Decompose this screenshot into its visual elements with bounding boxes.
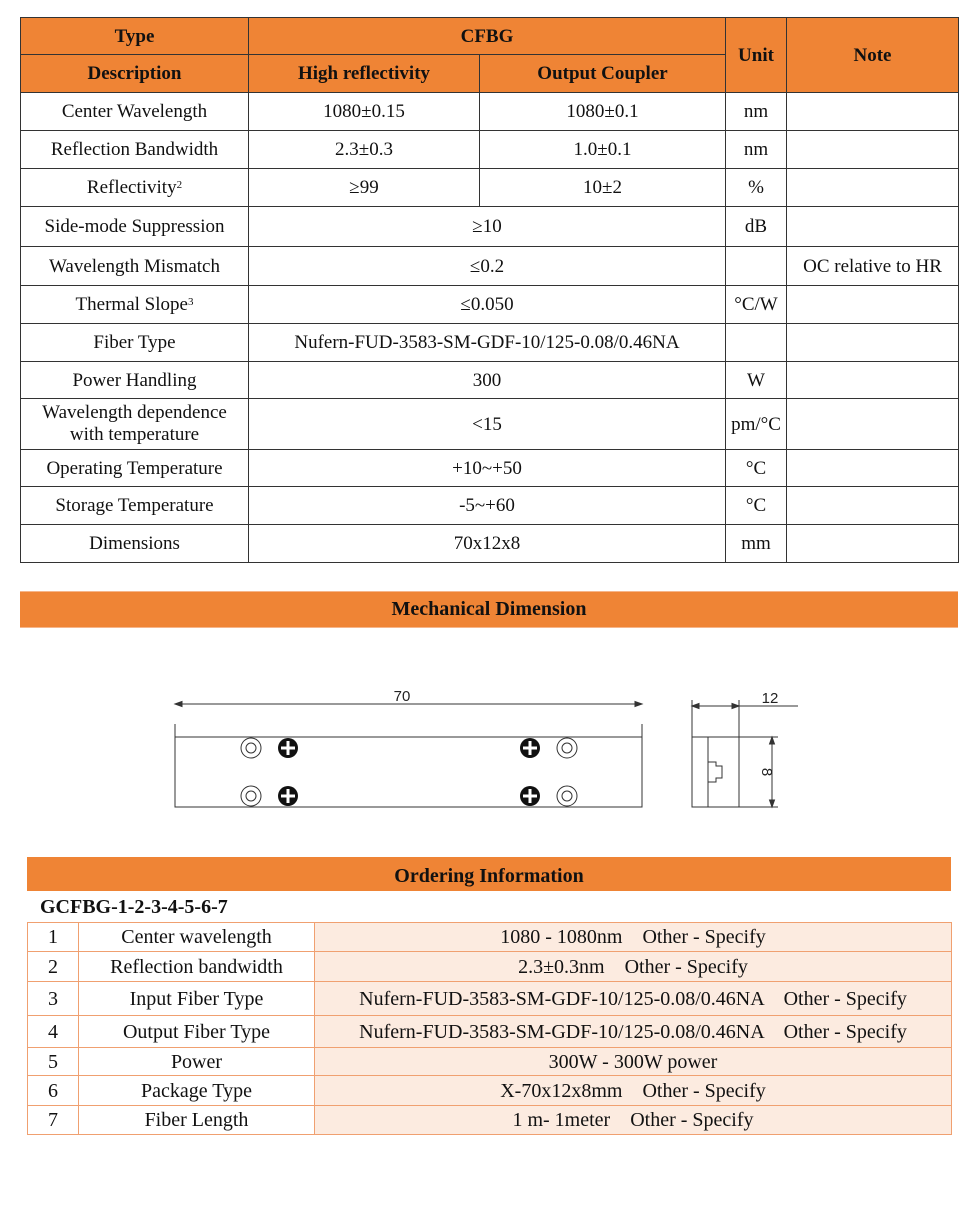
unit-cell: nm (726, 131, 787, 169)
param-cell: Side-mode Suppression (21, 207, 249, 247)
mounting-hole-icon (241, 738, 261, 758)
table-row (28, 1048, 952, 1076)
model-code: GCFBG-1-2-3-4-5-6-7 (40, 896, 228, 918)
table-row (28, 1076, 952, 1106)
param-label: Reflectivity (86, 177, 177, 198)
hr-cell: ≥99 (249, 169, 480, 207)
screw-icon (278, 786, 298, 806)
table-row (21, 450, 959, 487)
value-cell: -5~+60 (249, 487, 726, 525)
value-cell: Nufern-FUD-3583-SM-GDF-10/125-0.08/0.46NA (249, 324, 726, 362)
footnote-marker: 2 (176, 179, 183, 191)
value-cell: <15 (249, 399, 726, 450)
option-number: 2 (28, 952, 79, 982)
unit-cell: mm (726, 525, 787, 563)
table-row (28, 1106, 952, 1135)
option-value: X-70x12x8mm Other - Specify (315, 1076, 952, 1106)
unit-cell (726, 324, 787, 362)
side-connector (708, 762, 722, 782)
note-cell (787, 487, 959, 525)
table-row (21, 399, 959, 450)
oc-cell: 1080±0.1 (480, 93, 726, 131)
value-cell: 70x12x8 (249, 525, 726, 563)
mounting-hole-icon (241, 786, 261, 806)
unit-header: Unit (726, 18, 787, 93)
height-label: 8 (758, 767, 775, 777)
option-number: 7 (28, 1106, 79, 1135)
param-label: Thermal Slope (75, 294, 188, 315)
unit-cell: °C (726, 450, 787, 487)
oc-cell: 1.0±0.1 (480, 131, 726, 169)
param-cell (21, 286, 249, 324)
option-field: Package Type (79, 1076, 315, 1106)
length-label: 70 (393, 688, 411, 705)
table-row (21, 207, 959, 247)
spec-table (20, 17, 959, 563)
oc-header: Output Coupler (480, 55, 726, 93)
option-number: 5 (28, 1048, 79, 1076)
param-cell: Center Wavelength (21, 93, 249, 131)
param-cell: Wavelength Mismatch (21, 247, 249, 286)
table-row (21, 247, 959, 286)
option-value: 2.3±0.3nm Other - Specify (315, 952, 952, 982)
param-cell: Reflection Bandwidth (21, 131, 249, 169)
param-cell: Operating Temperature (21, 450, 249, 487)
param-label-line1: Wavelength dependence (42, 402, 227, 423)
product-header: CFBG (249, 18, 726, 55)
option-field: Center wavelength (79, 923, 315, 952)
param-cell: Dimensions (21, 525, 249, 563)
note-cell (787, 450, 959, 487)
hr-cell: 2.3±0.3 (249, 131, 480, 169)
table-row (21, 362, 959, 399)
screw-icon (278, 738, 298, 758)
table-row (21, 169, 959, 207)
option-number: 1 (28, 923, 79, 952)
note-header: Note (787, 18, 959, 93)
mechanical-drawing (0, 680, 976, 820)
param-cell: Power Handling (21, 362, 249, 399)
option-value: 1 m- 1meter Other - Specify (315, 1106, 952, 1135)
footnote-marker: 3 (187, 296, 194, 308)
value-cell: ≤0.2 (249, 247, 726, 286)
option-field: Reflection bandwidth (79, 952, 315, 982)
param-cell: Fiber Type (21, 324, 249, 362)
option-field: Fiber Length (79, 1106, 315, 1135)
note-cell (787, 169, 959, 207)
value-cell: ≤0.050 (249, 286, 726, 324)
header-row (21, 18, 959, 55)
note-cell (787, 525, 959, 563)
unit-cell: pm/°C (726, 399, 787, 450)
option-number: 4 (28, 1016, 79, 1048)
value-cell: 300 (249, 362, 726, 399)
table-row (28, 982, 952, 1016)
table-row (21, 487, 959, 525)
option-value: Nufern-FUD-3583-SM-GDF-10/125-0.08/0.46NA Other - Specify (315, 1016, 952, 1048)
unit-cell: nm (726, 93, 787, 131)
option-field: Power (79, 1048, 315, 1076)
option-field: Output Fiber Type (79, 1016, 315, 1048)
option-value: 300W - 300W power (315, 1048, 952, 1076)
table-row (21, 93, 959, 131)
table-row (28, 923, 952, 952)
table-row (28, 1016, 952, 1048)
table-row (28, 952, 952, 982)
unit-cell: °C (726, 487, 787, 525)
value-cell: +10~+50 (249, 450, 726, 487)
unit-cell: W (726, 362, 787, 399)
mounting-hole-icon (557, 786, 577, 806)
screw-icon (520, 786, 540, 806)
option-value: 1080 - 1080nm Other - Specify (315, 923, 952, 952)
note-cell (787, 207, 959, 247)
option-field: Input Fiber Type (79, 982, 315, 1016)
note-cell (787, 93, 959, 131)
option-value: Nufern-FUD-3583-SM-GDF-10/125-0.08/0.46NA Other - Specify (315, 982, 952, 1016)
unit-cell: % (726, 169, 787, 207)
ordering-table (27, 922, 952, 1135)
unit-cell: dB (726, 207, 787, 247)
side-outline (692, 737, 739, 807)
unit-cell (726, 247, 787, 286)
option-number: 3 (28, 982, 79, 1016)
screw-icon (520, 738, 540, 758)
note-cell (787, 399, 959, 450)
note-cell (787, 362, 959, 399)
type-header: Type (21, 18, 249, 55)
param-cell: Storage Temperature (21, 487, 249, 525)
table-row (21, 525, 959, 563)
hr-header: High reflectivity (249, 55, 480, 93)
param-label-line2: with temperature (69, 424, 200, 445)
table-row (21, 324, 959, 362)
note-cell (787, 286, 959, 324)
table-row (21, 286, 959, 324)
option-number: 6 (28, 1076, 79, 1106)
description-header: Description (21, 55, 249, 93)
hr-cell: 1080±0.15 (249, 93, 480, 131)
unit-cell: °C/W (726, 286, 787, 324)
param-cell (21, 399, 249, 450)
width-label: 12 (761, 690, 779, 707)
mechanical-dimension-title: Mechanical Dimension (20, 591, 958, 628)
param-cell (21, 169, 249, 207)
mounting-hole-icon (557, 738, 577, 758)
note-cell (787, 131, 959, 169)
ordering-information-title: Ordering Information (27, 857, 951, 891)
oc-cell: 10±2 (480, 169, 726, 207)
value-cell: ≥10 (249, 207, 726, 247)
note-cell (787, 324, 959, 362)
table-row (21, 131, 959, 169)
note-cell: OC relative to HR (787, 247, 959, 286)
